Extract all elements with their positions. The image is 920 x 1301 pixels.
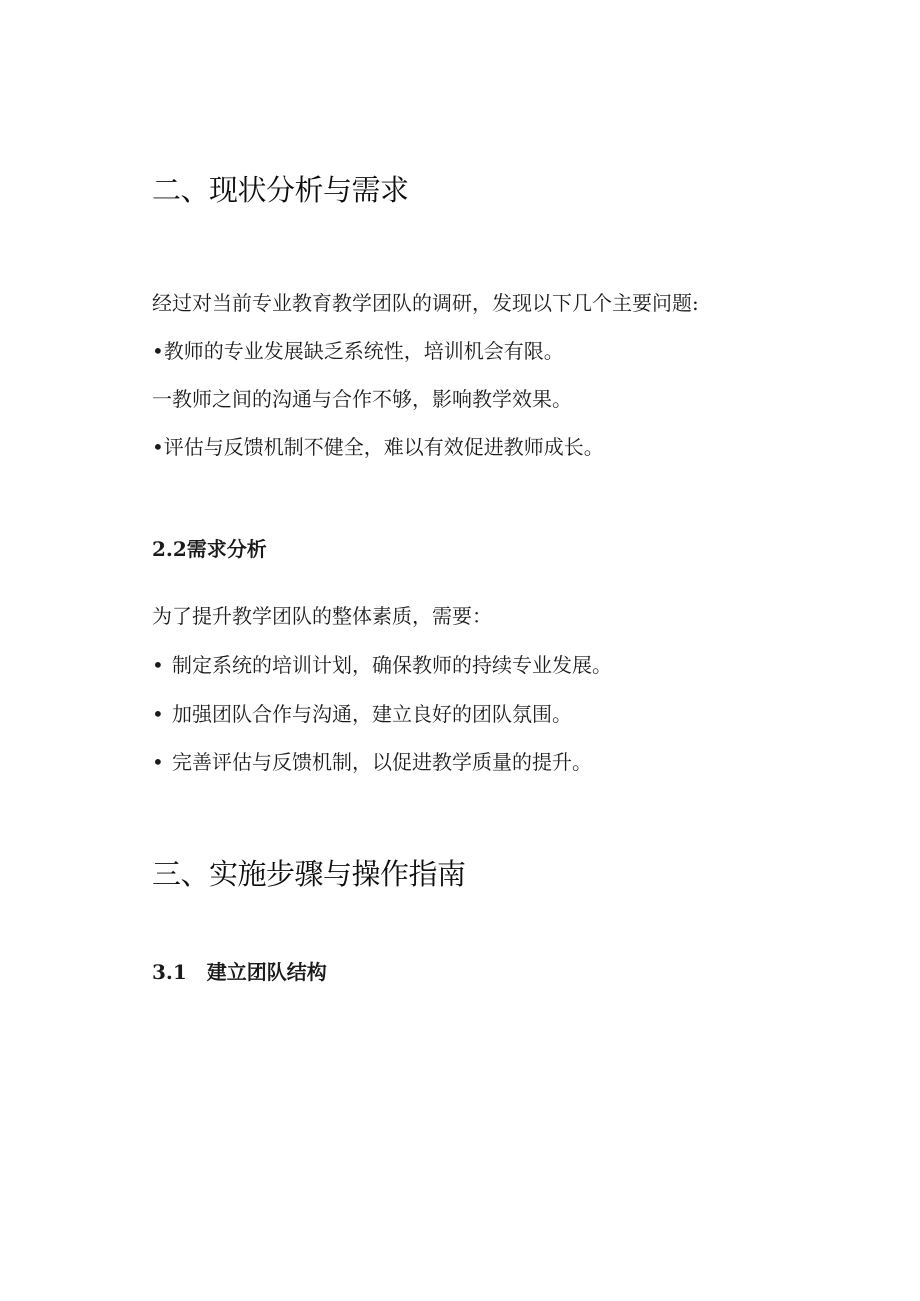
bullet-mark: • [152, 750, 164, 774]
dash-mark: 一 [152, 387, 172, 411]
subsection-2-2-heading: 2.2需求分析 [152, 537, 267, 561]
list-item [152, 653, 612, 677]
subsection-number: 3.1 [152, 960, 187, 984]
list-item [152, 750, 592, 774]
list-item-text: 教师之间的沟通与合作不够，影响教学效果。 [172, 387, 572, 411]
list-item [152, 387, 572, 411]
bullet-mark: • [152, 435, 164, 459]
list-item-text: 教师的专业发展缺乏系统性，培训机会有限。 [163, 339, 564, 363]
list-item-text: 制定系统的培训计划，确保教师的持续专业发展。 [172, 653, 612, 677]
bullet-mark: • [152, 339, 164, 363]
section-3-heading: 三、实施步骤与操作指南 [152, 857, 466, 891]
list-item-text: 完善评估与反馈机制，以促进教学质量的提升。 [172, 750, 592, 774]
section-2-heading: 二、现状分析与需求 [152, 173, 409, 207]
needs-intro: 为了提升教学团队的整体素质，需要： [152, 604, 492, 628]
list-item-text: 评估与反馈机制不健全，难以有效促进教师成长。 [163, 435, 604, 459]
bullet-mark: • [152, 653, 164, 677]
subsection-title: 建立团队结构 [206, 960, 327, 984]
list-item-text: 加强团队合作与沟通，建立良好的团队氛围。 [172, 702, 572, 726]
list-item [152, 339, 564, 363]
list-item [152, 435, 604, 459]
list-item [152, 702, 572, 726]
subsection-3-1-heading [152, 960, 327, 984]
bullet-mark: • [152, 702, 164, 726]
problems-intro: 经过对当前专业教育教学团队的调研，发现以下几个主要问题: [152, 291, 699, 315]
